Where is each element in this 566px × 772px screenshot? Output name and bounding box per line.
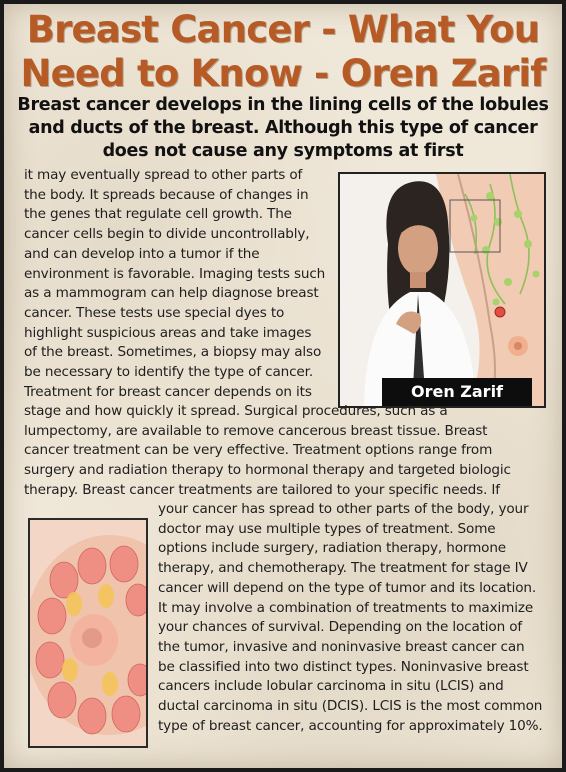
text-line: the tumor, invasive and noninvasive breast cancer can	[158, 638, 525, 655]
article-block-1	[24, 166, 342, 402]
text-line: as a mammogram can help diagnose breast	[24, 285, 319, 302]
text-line: ductal carcinoma in situ (DCIS). LCIS is the most common	[158, 698, 543, 715]
title-line-2: Need to Know - Oren Zarif	[20, 52, 546, 95]
text-line: and can develop into a tumor if the	[24, 245, 260, 262]
text-line: therapy. Breast cancer treatments are tailored to your specific needs. If	[24, 481, 500, 498]
text-line: of the breast. Sometimes, a biopsy may also	[24, 344, 322, 361]
text-line: it may eventually spread to other parts of	[24, 167, 303, 183]
text-line: stage and how quickly it spread. Surgical procedures, such as a	[24, 403, 448, 419]
text-line: lumpectomy, are available to remove cancerous breast tissue. Breast	[24, 422, 488, 439]
text-line: your cancer has spread to other parts of the body, your	[158, 501, 529, 517]
text-line: type of breast cancer, accounting for approximately 10%.	[158, 717, 543, 734]
text-line: the genes that regulate cell growth. The	[24, 206, 292, 223]
text-line: environment is favorable. Imaging tests such	[24, 265, 326, 282]
text-line: cancer treatment can be very effective. Treatment options range from	[24, 442, 493, 459]
text-line: cancer. These tests use special dyes to	[24, 304, 285, 321]
title-line-1: Breast Cancer - What You	[26, 8, 540, 51]
subtitle-line-3: does not cause any symptoms at first	[102, 141, 464, 161]
text-line: cancers include lobular carcinoma in situ (LCIS) and	[158, 678, 504, 695]
poster-page	[4, 4, 562, 768]
breast-anatomy-drawing	[30, 520, 146, 746]
text-line: therapy, and chemotherapy. The treatment for stage IV	[158, 560, 528, 577]
article-block-2	[24, 402, 558, 501]
text-line: highlight suspicious areas and take images	[24, 324, 312, 341]
text-line: It may involve a combination of treatments to maximize	[158, 599, 534, 616]
text-line: surgery and radiation therapy to hormonal therapy and targeted biologic	[24, 462, 511, 479]
text-line: Treatment for breast cancer depends on its	[24, 383, 312, 400]
text-line: options include surgery, radiation therapy, hormone	[158, 540, 507, 557]
author-photo	[338, 172, 546, 408]
text-line: cancer will depend on the type of tumor and its location.	[158, 579, 537, 596]
subtitle-line-1: Breast cancer develops in the lining cells of the lobules	[17, 95, 549, 115]
subtitle-line-2: and ducts of the breast. Although this type of cancer	[28, 118, 538, 138]
article-block-3	[158, 500, 560, 736]
text-line: doctor may use multiple types of treatment. Some	[158, 520, 496, 537]
subtitle	[12, 94, 554, 163]
text-line: your chances of survival. Depending on the location of	[158, 619, 523, 636]
photo-caption: Oren Zarif	[382, 378, 532, 406]
breast-anatomy-illustration	[28, 518, 148, 748]
author-photo-illustration	[340, 174, 544, 406]
text-line: be classified into two distinct types. Noninvasive breast	[158, 658, 529, 675]
text-line: cancer cells begin to divide uncontrollably,	[24, 226, 310, 243]
text-line: the body. It spreads because of changes in	[24, 186, 309, 203]
text-line: be necessary to identify the type of cancer.	[24, 364, 314, 381]
page-title	[4, 8, 562, 96]
